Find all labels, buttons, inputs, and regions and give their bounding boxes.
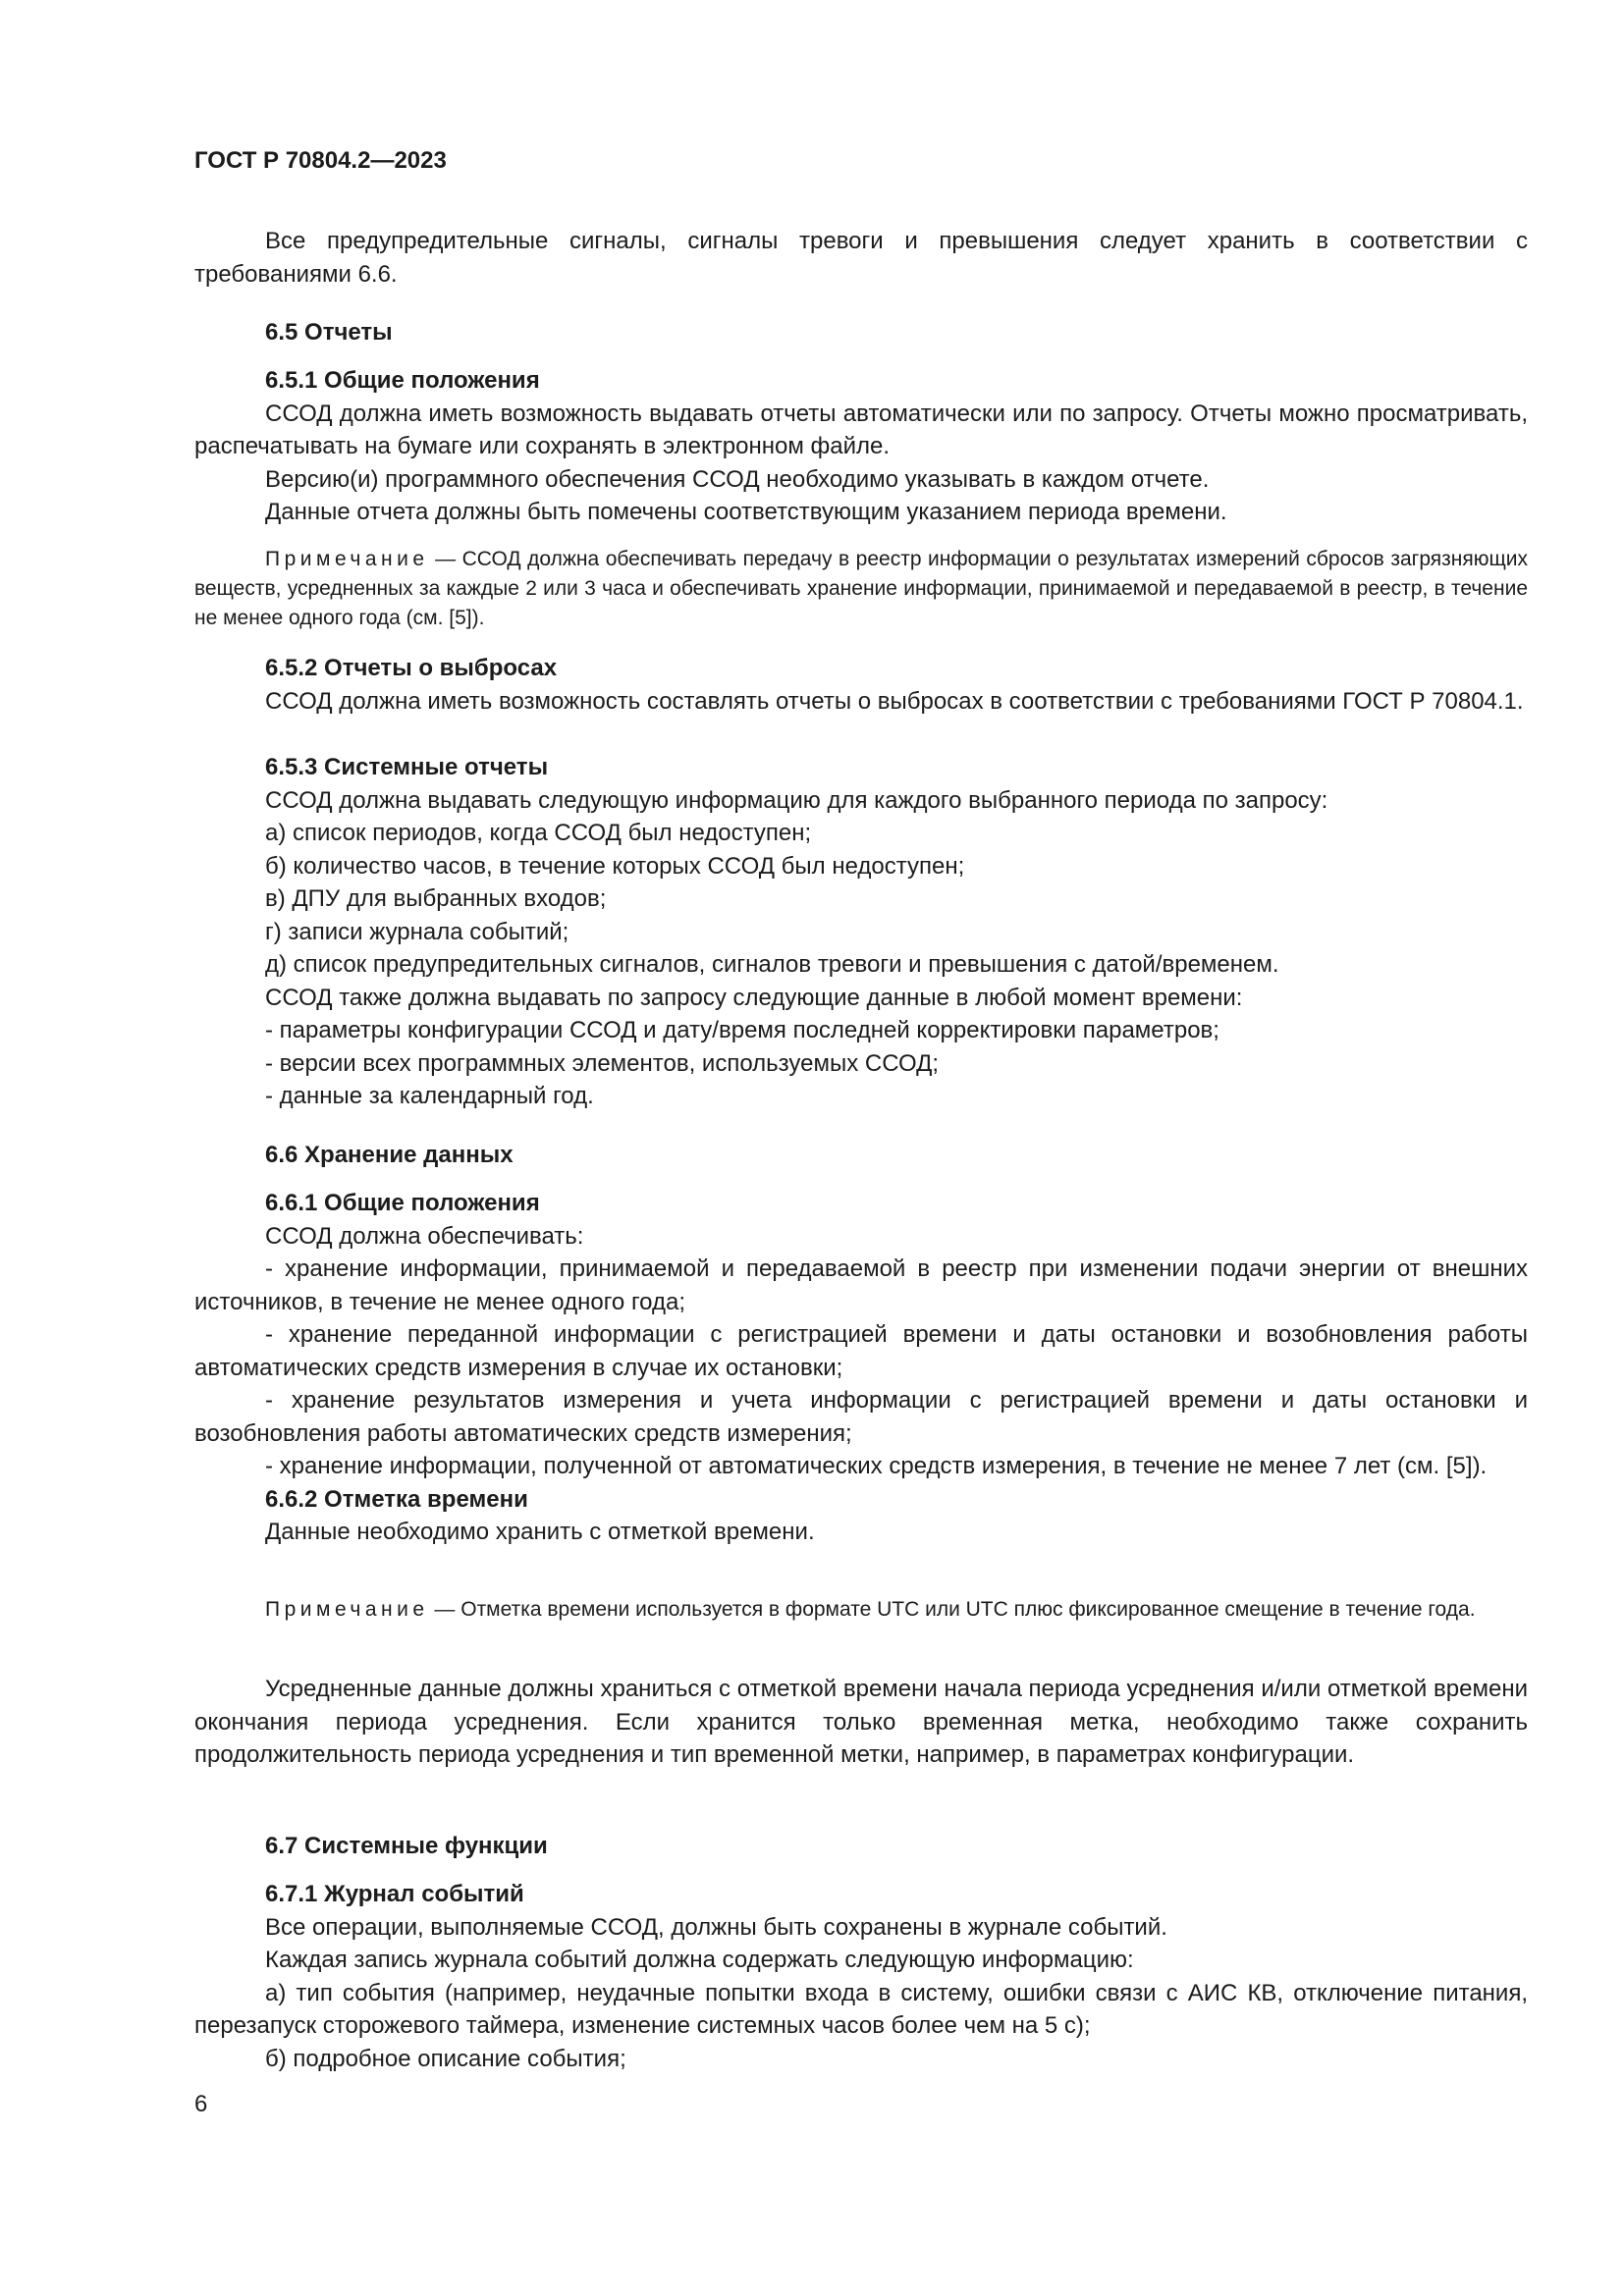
paragraph: Каждая запись журнала событий должна содержать следующую информацию: <box>265 1947 1134 1973</box>
section-6-5-title: 6.5 Отчеты <box>265 319 393 346</box>
note-2 <box>194 1595 1528 1625</box>
section-6-5-1-title: 6.5.1 Общие положения <box>265 367 540 394</box>
dash-item: - версии всех программных элементов, используемых ССОД; <box>265 1049 940 1077</box>
dash-item: - данные за календарный год. <box>265 1083 594 1109</box>
note-paragraph <box>194 545 1528 633</box>
section-6-5-3 <box>194 751 1528 1113</box>
paragraph: ССОД должна иметь возможность выдавать отчеты автоматически или по запросу. Отчеты можно просматривать, распечатывать на бумаге или сохранять в электронном файле. <box>194 400 1528 459</box>
paragraph: Данные отчета должны быть помечены соответствующим указанием периода времени. <box>265 499 1227 525</box>
list-item: д) список предупредительных сигналов, сигналов тревоги и превышения с датой/временем. <box>265 951 1279 978</box>
note-label: Примечание <box>265 1598 429 1621</box>
section-6-7-title: 6.7 Системные функции <box>265 1833 548 1859</box>
list-item: г) записи журнала событий; <box>265 918 569 945</box>
list-item: а) тип события (например, неудачные попытки входа в систему, ошибки связи с АИС КВ, отключение питания, перезапуск сторожевого таймера, изменение системных часов более чем на 5 с); <box>194 1979 1528 2039</box>
paragraph: Данные необходимо хранить с отметкой времени. <box>265 1519 815 1545</box>
section-6-5-2-title: 6.5.2 Отчеты о выбросах <box>265 655 558 681</box>
section-6-5 <box>194 316 1528 349</box>
list-item: а) список периодов, когда ССОД был недоступен; <box>265 820 812 846</box>
paragraph: Усредненные данные должны храниться с отметкой времени начала периода усреднения и/или отметкой времени окончания периода усреднения. Если хранится только временная метка, необходимо также сохранить продолжительность периода усреднения и тип временной метки, например, в параметрах конфигурации. <box>194 1676 1528 1768</box>
paragraph: ССОД должна выдавать следующую информацию для каждого выбранного периода по запросу: <box>265 786 1328 814</box>
section-6-7-1 <box>194 1878 1528 2075</box>
paragraph: ССОД также должна выдавать по запросу следующие данные в любой момент времени: <box>265 984 1243 1011</box>
section-6-6-1 <box>194 1187 1528 1549</box>
section-6-6-title: 6.6 Хранение данных <box>265 1142 514 1168</box>
dash-item: - хранение информации, принимаемой и передаваемой в реестр при изменении подачи энергии от внешних источников, в течение не менее одного года; <box>194 1255 1528 1315</box>
note-text: — ССОД должна обеспечивать передачу в реестр информации о результатах измерений сбросов загрязняющих веществ, усредненных за каждые 2 или 3 часа и обеспечивать хранение информации, принимаемой и передаваемой в реестр, в течение не менее одного года (см. [5]). <box>194 548 1528 629</box>
document-header: ГОСТ Р 70804.2—2023 <box>194 147 447 174</box>
section-6-5-1 <box>194 364 1528 529</box>
paragraph: Версию(и) программного обеспечения ССОД необходимо указывать в каждом отчете. <box>265 465 1210 493</box>
intro-block <box>194 225 1528 291</box>
section-6-5-3-title: 6.5.3 Системные отчеты <box>265 754 549 780</box>
paragraph: ССОД должна иметь возможность составлять отчеты о выбросах в соответствии с требованиями ГОСТ Р 70804.1. <box>265 687 1524 715</box>
intro-paragraph: Все предупредительные сигналы, сигналы тревоги и превышения следует хранить в соответствии с требованиями 6.6. <box>194 228 1528 288</box>
section-6-7-1-title: 6.7.1 Журнал событий <box>265 1881 524 1907</box>
dash-item: - хранение результатов измерения и учета информации с регистрацией времени и даты остановки и возобновления работы автоматических средств измерения; <box>194 1387 1528 1447</box>
page-number: 6 <box>194 2091 208 2117</box>
section-6-6-1-title: 6.6.1 Общие положения <box>265 1190 540 1216</box>
list-item: б) подробное описание события; <box>265 2045 626 2072</box>
note-1 <box>194 545 1528 633</box>
list-item: б) количество часов, в течение которых ССОД был недоступен; <box>265 852 965 880</box>
note-label: Примечание <box>265 548 429 570</box>
list-item: в) ДПУ для выбранных входов; <box>265 885 607 912</box>
section-6-6 <box>194 1139 1528 1172</box>
paragraph: Все операции, выполняемые ССОД, должны быть сохранены в журнале событий. <box>265 1913 1167 1941</box>
section-6-7 <box>194 1830 1528 1863</box>
dash-item: - параметры конфигурации ССОД и дату/время последней корректировки параметров; <box>265 1017 1219 1043</box>
paragraph: ССОД должна обеспечивать: <box>265 1222 584 1250</box>
section-6-5-2 <box>194 652 1528 718</box>
dash-item: - хранение информации, полученной от автоматических средств измерения, в течение не менее 7 лет (см. [5]). <box>265 1453 1488 1479</box>
section-6-6-2-title: 6.6.2 Отметка времени <box>265 1485 528 1513</box>
note-text: — Отметка времени используется в формате UTC или UTC плюс фиксированное смещение в течение года. <box>428 1598 1476 1621</box>
note-paragraph <box>194 1595 1528 1625</box>
section-6-6-2-paragraph <box>194 1673 1528 1772</box>
dash-item: - хранение переданной информации с регистрацией времени и даты остановки и возобновления работы автоматических средств измерения в случае их остановки; <box>194 1321 1528 1381</box>
